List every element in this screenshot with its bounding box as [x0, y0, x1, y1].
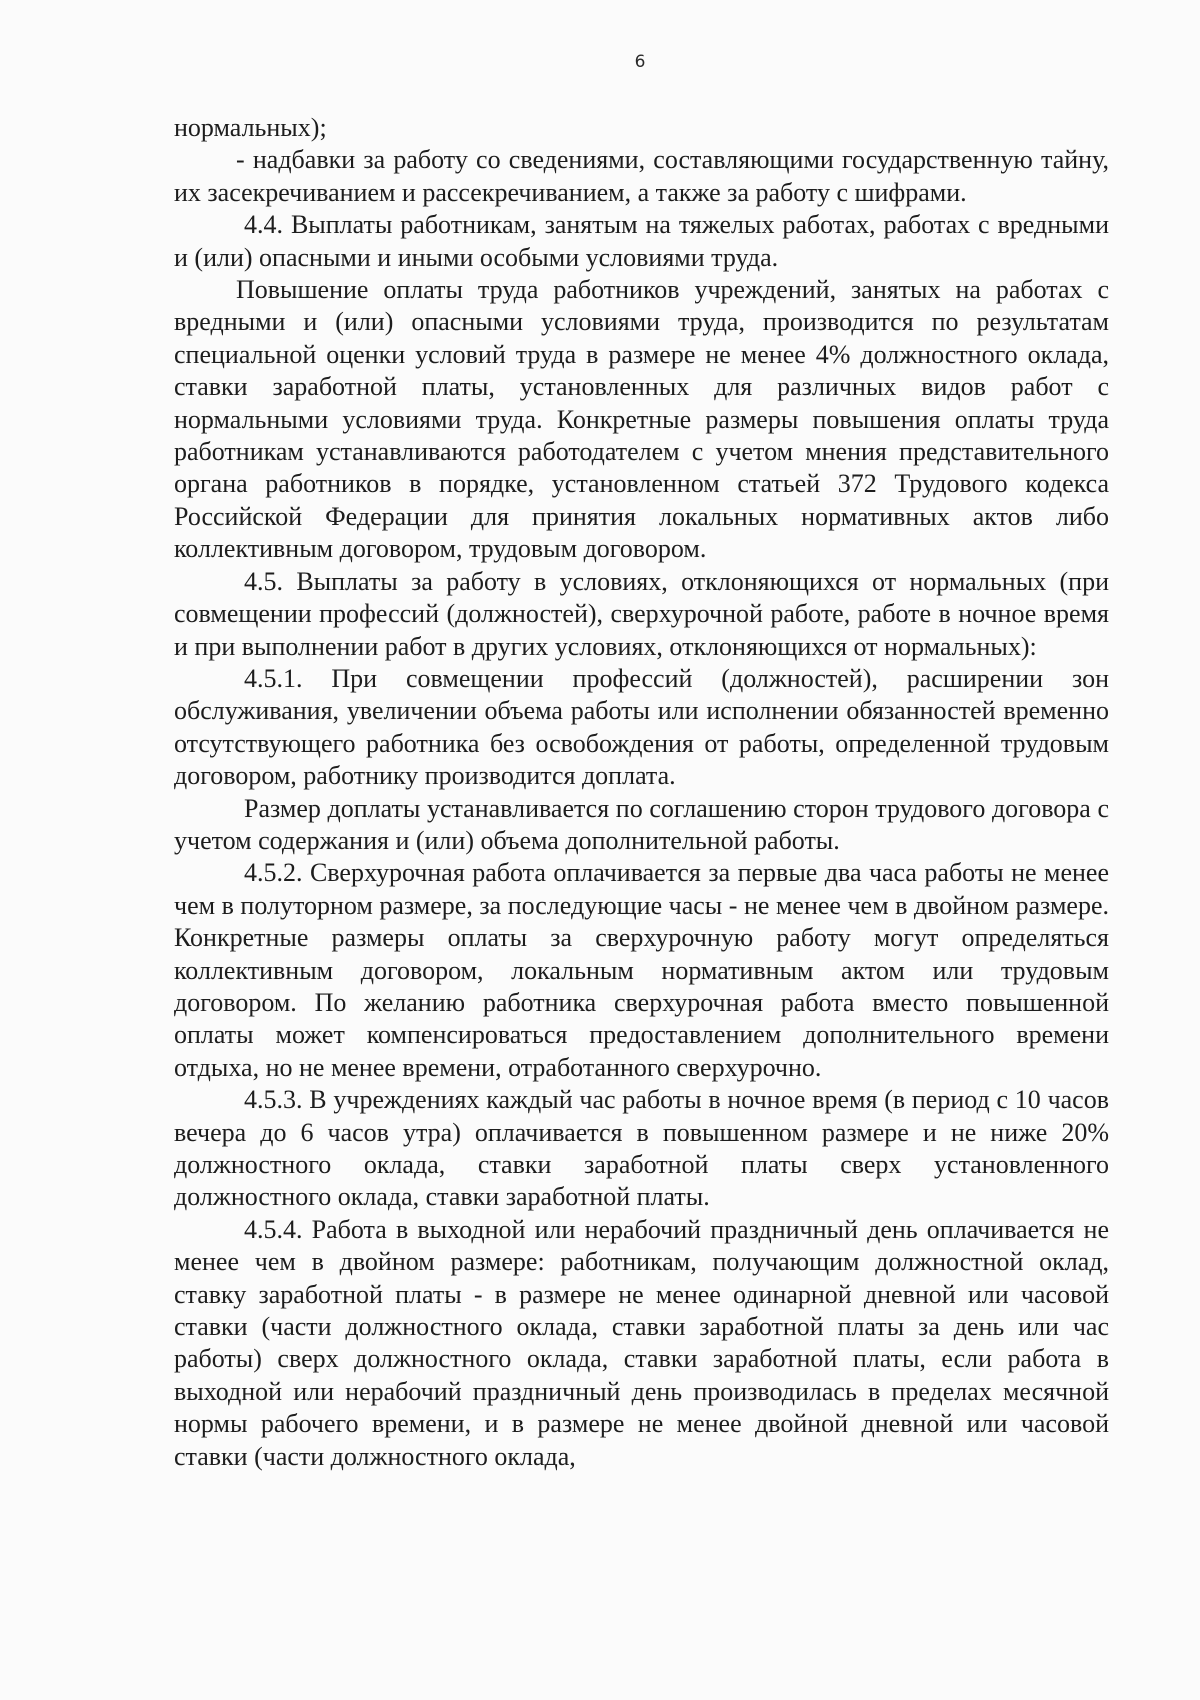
page-number: 6 [634, 52, 646, 72]
paragraph-4-5-4: 4.5.4. Работа в выходной или нерабочий праздничный день оплачивается не менее чем в двойном размере: работникам, получающим должностной оклад, ставку заработной платы - в размере не менее одинарной дневной или часовой ставки (части должностного оклада, ставки заработной платы за день или час работы) сверх должностного оклада, ставки заработной платы, если работа в выходной или нерабочий праздничный день производилась в пределах месячной нормы рабочего времени, и в размере не менее двойной дневной или часовой ставки (части должностного оклада, [174, 1214, 1109, 1471]
paragraph-extra-pay-size: Размер доплаты устанавливается по соглашению сторон трудового договора с учетом содержания и (или) объема дополнительной работы. [174, 793, 1109, 855]
document-body [174, 112, 1109, 1473]
paragraph-continuation: нормальных); [174, 113, 327, 142]
paragraph-4-5-2: 4.5.2. Сверхурочная работа оплачивается за первые два часа работы не менее чем в полуторном размере, за последующие часы - не менее чем в двойном размере. Конкретные размеры оплаты за сверхурочную работу могут определяться коллективным договором, локальным нормативным актом или трудовым договором. По желанию работника сверхурочная работа вместо повышенной оплаты может компенсироваться предоставлением дополнительного времени отдыха, но не менее времени, отработанного сверхурочно. [174, 858, 1109, 1082]
paragraph-4-5: 4.5. Выплаты за работу в условиях, отклоняющихся от нормальных (при совмещении профессий (должностей), сверхурочной работе, работе в ночное время и при выполнении работ в других условиях, отклоняющихся от нормальных): [174, 566, 1109, 661]
paragraph-4-5-1: 4.5.1. При совмещении профессий (должностей), расширении зон обслуживания, увеличении объема работы или исполнении обязанностей временно отсутствующего работника без освобождения от работы, определенной трудовым договором, работнику производится доплата. [174, 663, 1109, 791]
paragraph-pay-increase: Повышение оплаты труда работников учреждений, занятых на работах с вредными и (или) опасными условиями труда, производится по результатам специальной оценки условий труда в размере не менее 4% должностного оклада, ставки заработной платы, установленных для различных видов работ с нормальными условиями труда. Конкретные размеры повышения оплаты труда работникам устанавливаются работодателем с учетом мнения представительного органа работников в порядке, установленном статьей 372 Трудового кодекса Российской Федерации для принятия локальных нормативных актов либо коллективным договором, трудовым договором. [174, 275, 1109, 564]
paragraph-4-4: 4.4. Выплаты работникам, занятым на тяжелых работах, работах с вредными и (или) опасными и иными особыми условиями труда. [174, 210, 1109, 272]
paragraph-secrecy-bonus: - надбавки за работу со сведениями, составляющими государственную тайну, их засекречиванием и рассекречиванием, а также за работу с шифрами. [174, 145, 1109, 207]
paragraph-4-5-3: 4.5.3. В учреждениях каждый час работы в ночное время (в период с 10 часов вечера до 6 часов утра) оплачивается в повышенном размере и не ниже 20% должностного оклада, ставки заработной платы сверх установленного должностного оклада, ставки заработной платы. [174, 1085, 1109, 1212]
